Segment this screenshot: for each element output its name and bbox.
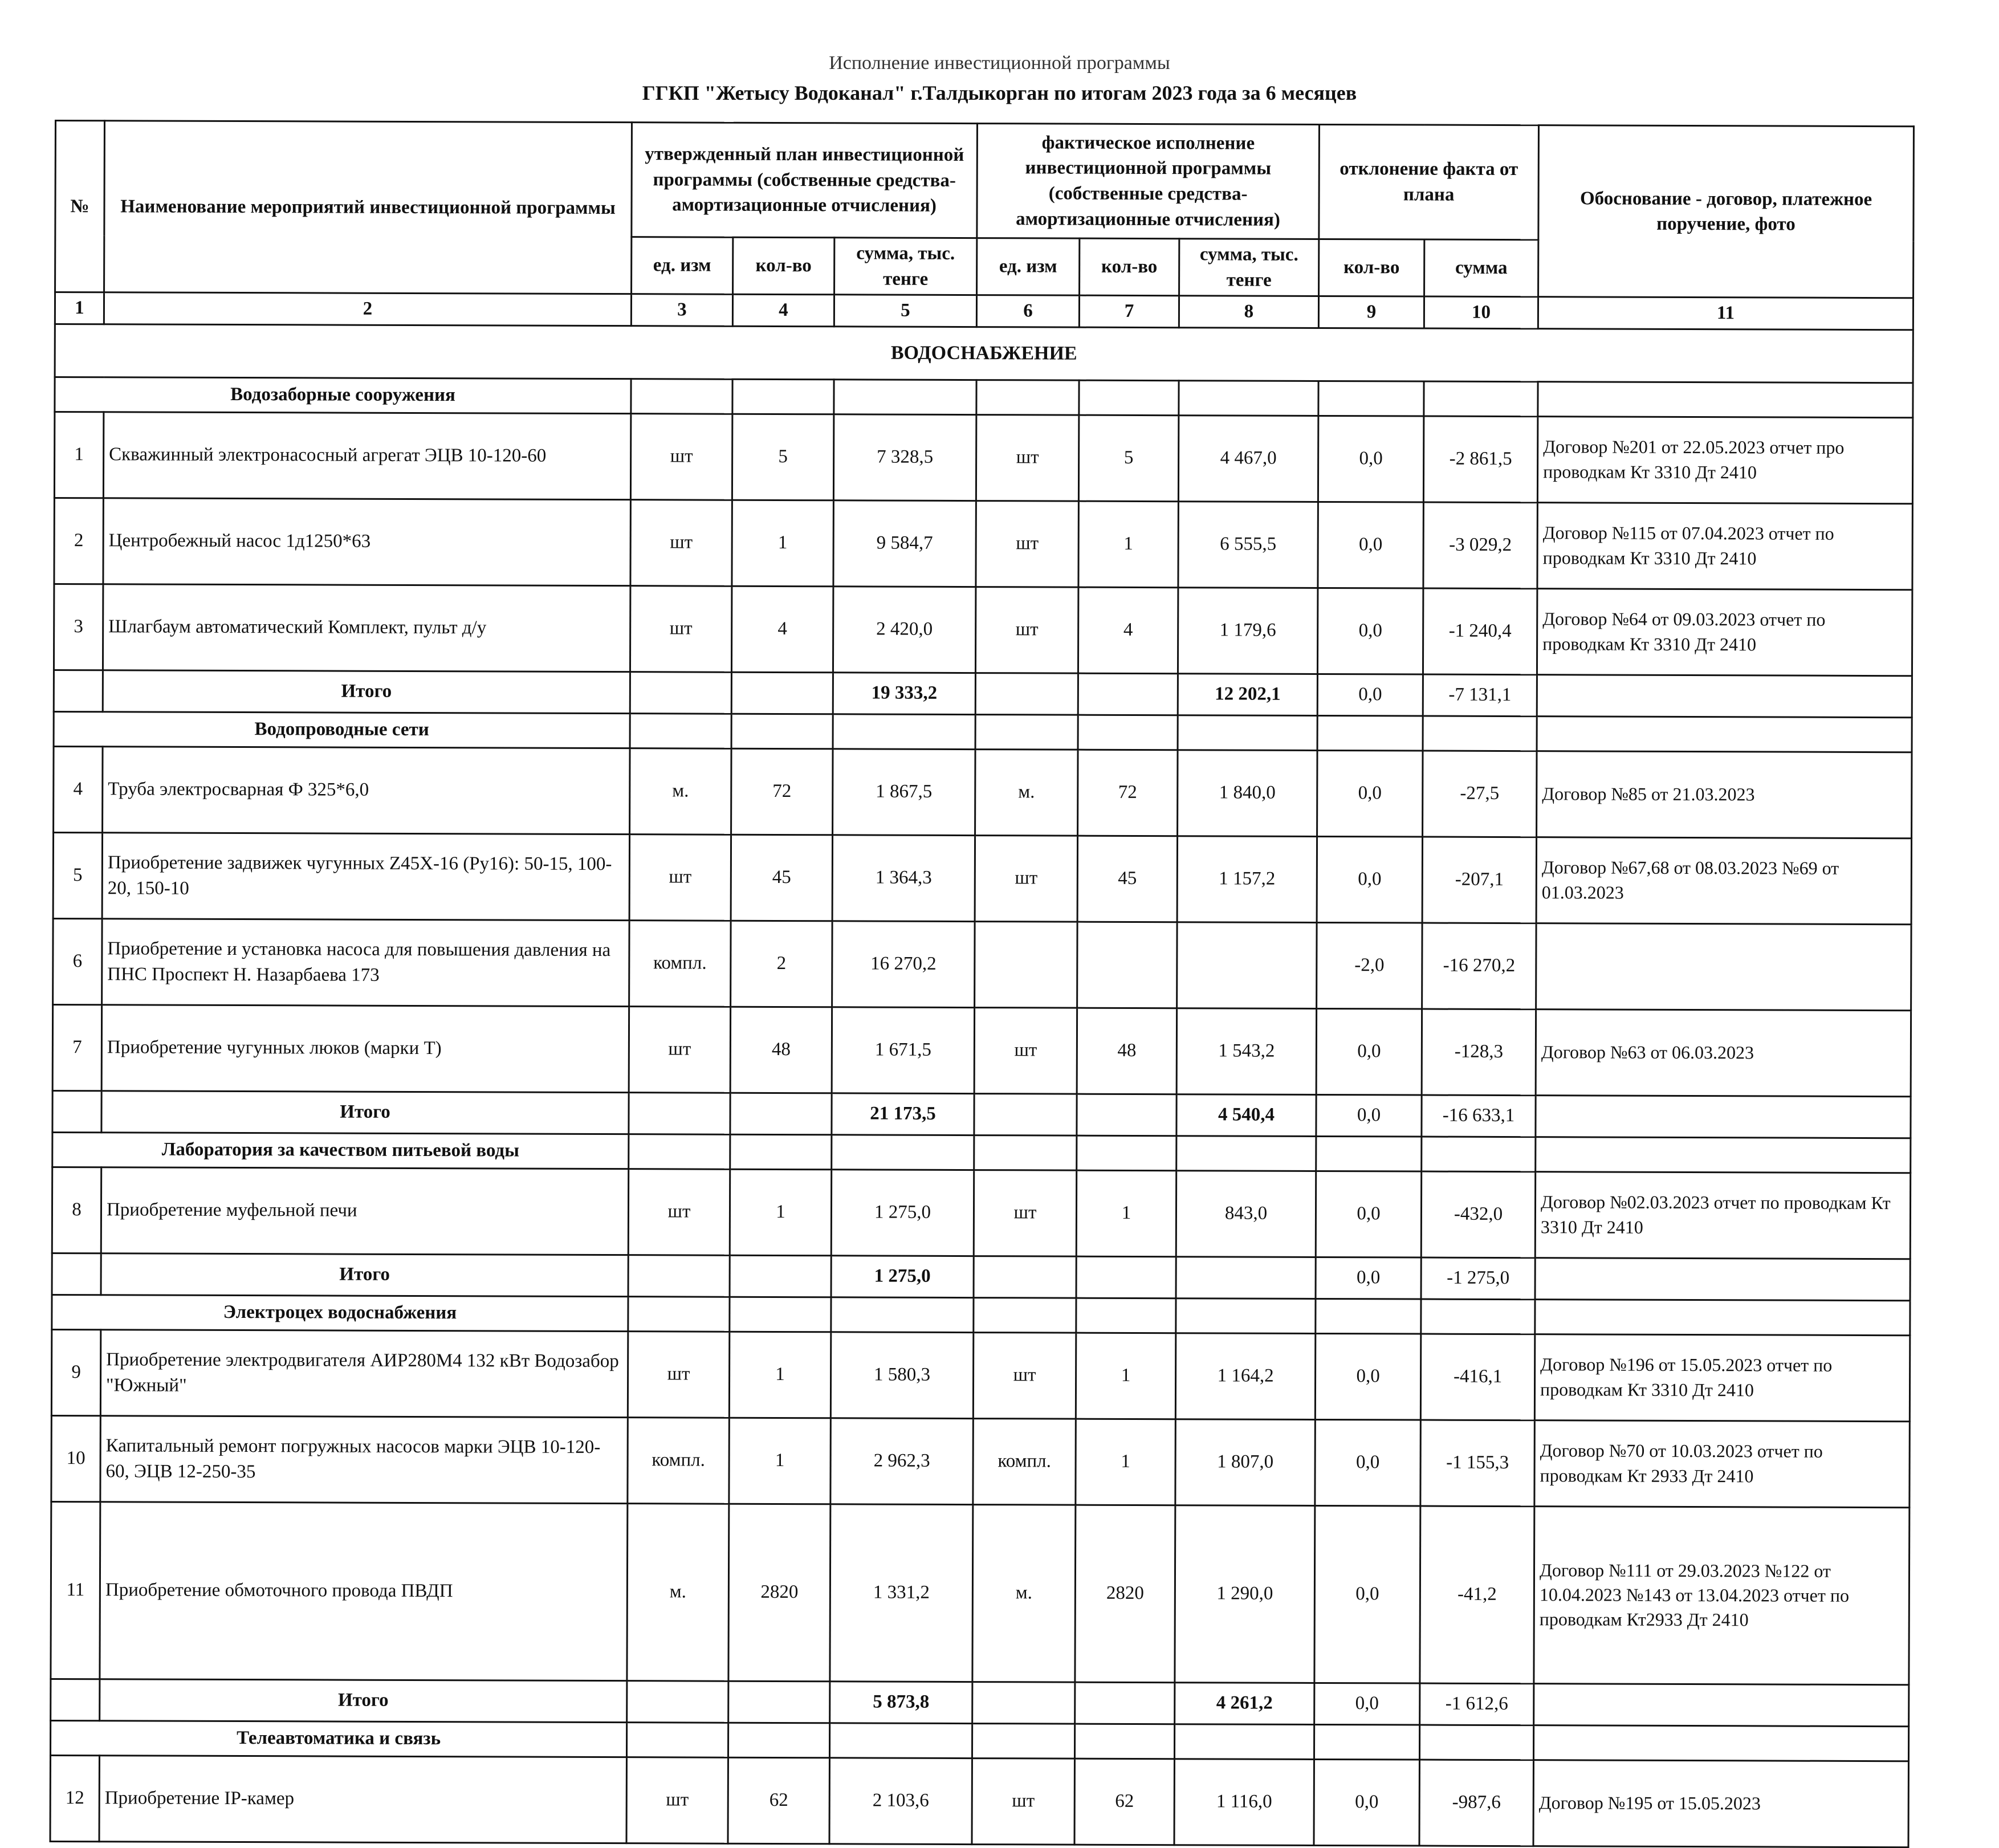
fact-unit: шт [974,1007,1077,1094]
subtotal-row [51,1679,1909,1726]
empty-cell [730,1255,831,1297]
subtotal-plan-sum: 19 333,2 [833,672,975,714]
deviation-sum: -987,6 [1419,1760,1533,1846]
empty-cell [1314,1724,1420,1760]
plan-unit: шт [630,499,732,586]
column-number: 4 [732,294,834,326]
subtotal-deviation-qty: 0,0 [1316,1094,1422,1137]
plan-sum: 1 275,0 [831,1169,974,1256]
plan-qty: 1 [729,1418,830,1504]
row-number: 1 [54,412,103,498]
empty-cell [1176,1135,1316,1171]
fact-sum: 1 157,2 [1177,836,1317,922]
fact-qty: 1 [1076,1333,1175,1419]
empty-cell [974,1256,1076,1298]
fact-qty: 62 [1074,1759,1174,1845]
basis-document: Договор №111 от 29.03.2023 №122 от 10.04.2023 №143 от 13.04.2023 отчет по проводкам Кт2933 Дт 2410 [1534,1506,1910,1684]
empty-cell [975,714,1078,750]
fact-qty: 48 [1077,1008,1176,1094]
empty-cell [834,379,976,414]
section-header-row [52,1295,1910,1335]
empty-cell [1179,380,1318,416]
header-fact-group: фактическое исполнение инвестиционной программы (собственные средства-амортизационные отчисления) [977,124,1320,239]
section-header-row [52,1132,1911,1173]
plan-unit: шт [629,1006,730,1093]
header-plan-qty: кол-во [733,237,834,295]
document-title: Исполнение инвестиционной программы [829,52,1170,74]
deviation-sum: -432,0 [1421,1171,1535,1258]
plan-sum: 2 962,3 [830,1418,973,1504]
section-title: Телеавтоматика и связь [50,1720,626,1757]
column-number-row [55,292,1913,330]
document-subtitle: ГГКП "Жетысу Водоканал" г.Талдыкорган по итогам 2023 года за 6 месяцев [642,82,1357,104]
empty-cell [1422,1137,1536,1172]
subtotal-row [54,670,1912,717]
column-number: 5 [834,295,976,327]
empty-cell [629,1134,730,1169]
deviation-sum: -27,5 [1423,751,1537,837]
fact-unit: шт [975,835,1077,922]
header-deviation-group: отклонение факта от плана [1319,124,1539,239]
item-name: Шлагбаум автоматический Комплект, пульт д/у [103,584,630,671]
plan-qty: 62 [728,1757,829,1844]
plan-unit: шт [629,834,731,921]
empty-cell [1535,1299,1910,1335]
empty-cell [976,380,1079,415]
deviation-qty: 0,0 [1317,588,1423,674]
basis-document: Договор №70 от 10.03.2023 отчет по проводкам Кт 2933 Дт 2410 [1534,1420,1910,1507]
item-name: Приобретение обмоточного провода ПВДП [100,1501,628,1680]
section-title: Электроцех водоснабжения [52,1295,628,1331]
empty-cell [1077,1135,1176,1171]
fact-sum: 1 543,2 [1176,1008,1316,1094]
plan-qty: 4 [731,586,833,673]
subtotal-deviation-sum: -1 612,6 [1420,1683,1534,1725]
fact-sum: 6 555,5 [1178,501,1318,588]
deviation-sum: -3 029,2 [1423,502,1537,589]
deviation-qty: 0,0 [1316,1008,1422,1095]
column-number: 7 [1079,295,1179,327]
empty-cell [54,670,103,711]
table-row [54,584,1912,675]
investment-program-table [50,120,1915,1848]
fact-sum: 843,0 [1176,1170,1316,1257]
row-number: 12 [50,1755,99,1841]
column-number: 1 [55,292,104,324]
basis-document: Договор №85 от 21.03.2023 [1537,751,1912,838]
column-number: 8 [1179,296,1318,328]
empty-cell [728,1723,829,1758]
item-name: Приобретение задвижек чугунных Z45X-16 (Ру16): 50-15, 100-20, 150-10 [102,832,629,920]
deviation-sum: -16 270,2 [1422,923,1536,1010]
row-number: 2 [54,498,103,584]
table-row [51,1415,1910,1507]
item-name: Приобретение электродвигателя АИР280М4 132 кВт Водозабор "Южный" [100,1329,628,1417]
fact-unit: м. [972,1504,1076,1682]
header-fact-sum: сумма, тыс. тенге [1179,239,1319,296]
empty-cell [1076,1298,1176,1333]
item-name: Приобретение чугунных люков (марки Т) [101,1004,629,1092]
empty-cell [1078,715,1178,750]
empty-cell [731,714,833,749]
plan-sum: 1 867,5 [833,748,975,835]
empty-cell [51,1679,100,1720]
subtotal-fact-sum: 4 261,2 [1175,1682,1314,1724]
row-number: 5 [53,832,102,918]
column-number: 6 [976,295,1079,327]
fact-unit: шт [976,414,1078,501]
subtotal-label: Итого [101,1090,629,1134]
fact-qty: 72 [1078,750,1178,836]
table-row [53,918,1912,1010]
fact-unit: шт [972,1758,1074,1845]
header-fact-unit: ед. изм [977,238,1080,296]
fact-unit: шт [974,1170,1076,1256]
column-number: 10 [1424,296,1538,328]
plan-sum: 7 328,5 [833,414,976,500]
item-name: Приобретение и установка насоса для повышения давления на ПНС Проспект Н. Назарбаева 173 [102,918,629,1006]
item-name: Приобретение IP-камер [99,1755,626,1843]
plan-qty: 2 [731,921,832,1007]
section-title: Водопроводные сети [54,711,630,748]
empty-cell [1538,381,1913,417]
deviation-qty: 0,0 [1314,1759,1419,1846]
subtotal-plan-sum: 21 173,5 [832,1093,974,1135]
item-name: Приобретение муфельной печи [101,1167,628,1255]
plan-sum: 1 331,2 [830,1504,973,1682]
empty-cell [1534,1725,1909,1761]
empty-cell [1176,1298,1316,1333]
row-number: 9 [51,1329,100,1415]
table-row [50,1755,1909,1847]
empty-cell [627,1680,728,1723]
header-fact-qty: кол-во [1080,238,1179,296]
deviation-qty: 0,0 [1318,502,1423,588]
empty-cell [1074,1724,1174,1759]
deviation-sum: -2 861,5 [1423,416,1537,503]
fact-qty: 1 [1076,1419,1175,1505]
column-number: 11 [1538,297,1913,330]
fact-sum: 1 164,2 [1175,1333,1315,1419]
empty-cell [1318,381,1424,416]
fact-sum: 1 807,0 [1175,1419,1315,1505]
empty-cell [1535,1257,1910,1300]
subtotal-label: Итого [103,670,630,713]
section-header-row [50,1720,1908,1761]
empty-cell [628,1255,730,1297]
empty-cell [975,673,1078,715]
empty-cell [974,1093,1077,1135]
empty-cell [52,1090,101,1132]
empty-cell [626,1722,728,1757]
empty-cell [1537,674,1912,717]
row-number: 10 [51,1415,100,1501]
empty-cell [1537,716,1912,752]
plan-sum: 9 584,7 [833,500,976,587]
subtotal-deviation-qty: 0,0 [1316,1257,1421,1299]
subtotal-fact-sum: 12 202,1 [1178,673,1317,715]
basis-document: Договор №02.03.2023 отчет по проводкам Кт 3310 Дт 2410 [1535,1171,1910,1259]
fact-unit: шт [973,1332,1076,1419]
subtotal-fact-sum [1176,1256,1316,1299]
empty-cell [1536,1095,1911,1138]
plan-qty: 1 [729,1332,830,1418]
header-plan-group: утвержденный план инвестиционной программы (собственные средства-амортизационные отчисления) [632,123,978,238]
deviation-qty: 0,0 [1318,416,1423,502]
empty-cell [829,1723,972,1758]
plan-qty: 1 [730,1169,831,1256]
fact-unit: шт [975,587,1078,673]
item-name: Капитальный ремонт погружных насосов марки ЭЦВ 10-120-60, ЭЦВ 12-250-35 [100,1415,628,1503]
basis-document: Договор №115 от 07.04.2023 отчет по проводкам Кт 3310 Дт 2410 [1537,502,1912,589]
empty-cell [1420,1725,1534,1760]
plan-qty: 45 [731,835,832,921]
empty-cell [730,1134,832,1170]
fact-unit: м. [975,749,1078,836]
basis-document: Договор №196 от 15.05.2023 отчет по проводкам Кт 3310 Дт 2410 [1534,1334,1910,1421]
empty-cell [730,1093,832,1135]
header-plan-sum: сумма, тыс. тенге [834,238,977,295]
empty-cell [628,1296,730,1332]
basis-document: Договор №64 от 09.03.2023 отчет по проводкам Кт 3310 Дт 2410 [1537,588,1912,675]
header-num: № [55,121,105,292]
empty-cell [1317,715,1423,751]
header-name: Наименование мероприятий инвестиционной программы [104,121,632,294]
table-row [54,498,1913,589]
deviation-qty: -2,0 [1317,922,1422,1009]
empty-cell [1424,381,1538,417]
plan-qty: 2820 [728,1504,830,1682]
empty-cell [1075,1682,1175,1724]
row-number: 7 [52,1004,101,1090]
row-number: 6 [53,918,102,1004]
deviation-sum: -1 240,4 [1423,588,1537,675]
empty-cell [629,1092,730,1134]
deviation-qty: 0,0 [1315,1333,1420,1420]
empty-cell [1421,1299,1535,1334]
deviation-sum: -416,1 [1420,1334,1534,1420]
header-basis: Обоснование - договор, платежное поручение, фото [1538,125,1914,298]
deviation-sum: -128,3 [1422,1009,1536,1096]
subtotal-deviation-sum: -7 131,1 [1423,674,1537,717]
plan-unit: шт [628,1331,729,1418]
header-dev-qty: кол-во [1319,239,1424,296]
deviation-qty: 0,0 [1315,1419,1420,1506]
table-row [54,412,1913,503]
deviation-qty: 0,0 [1317,750,1423,837]
empty-cell [1316,1299,1421,1334]
column-number: 3 [631,294,732,326]
section-header-row [55,377,1913,417]
subtotal-plan-sum: 1 275,0 [831,1255,974,1297]
table-row [53,832,1912,924]
fact-sum: 1 179,6 [1178,587,1317,674]
header-dev-sum: сумма [1424,239,1538,297]
table-row [52,1167,1911,1259]
empty-cell [1178,715,1317,750]
fact-qty: 45 [1077,836,1177,922]
empty-cell [974,1297,1076,1333]
subtotal-row [52,1253,1910,1300]
item-name: Центробежный насос 1д1250*63 [103,498,630,585]
basis-document: Договор №63 от 06.03.2023 [1536,1009,1911,1096]
item-name: Скважинный электронасосный агрегат ЭЦВ 10-120-60 [103,412,630,499]
empty-cell [730,1297,831,1332]
subtotal-label: Итого [101,1253,628,1296]
row-number: 8 [52,1167,101,1253]
fact-qty: 2820 [1075,1505,1175,1683]
empty-cell [974,1135,1077,1170]
plan-sum: 16 270,2 [832,921,975,1007]
subtotal-fact-sum: 4 540,4 [1176,1094,1316,1136]
plan-sum: 1 580,3 [830,1332,973,1418]
deviation-qty: 0,0 [1317,836,1422,923]
table-row [51,1329,1910,1421]
empty-cell [833,714,975,749]
section-title: Лаборатория за качеством питьевой воды [52,1132,629,1169]
basis-document: Договор №195 от 15.05.2023 [1533,1760,1908,1847]
plan-qty: 1 [732,500,833,587]
category-row [55,324,1913,382]
empty-cell [630,713,731,748]
plan-qty: 5 [732,414,833,500]
fact-sum: 1 116,0 [1174,1759,1314,1845]
empty-cell [972,1723,1074,1759]
subtotal-deviation-sum: -1 275,0 [1421,1257,1535,1300]
fact-qty: 1 [1078,501,1178,588]
fact-qty: 1 [1076,1170,1176,1257]
deviation-qty: 0,0 [1314,1505,1420,1683]
deviation-sum: -1 155,3 [1420,1420,1534,1507]
section-header-row [54,711,1912,752]
table-row [54,746,1912,838]
deviation-sum: -207,1 [1422,837,1536,923]
empty-cell [972,1682,1075,1724]
plan-sum: 1 364,3 [832,835,975,921]
row-number: 3 [54,584,103,670]
fact-qty: 5 [1078,415,1178,502]
row-number: 4 [54,746,103,832]
empty-cell [731,672,833,714]
subtotal-deviation-sum: -16 633,1 [1422,1095,1536,1137]
plan-unit: шт [630,413,732,500]
subtotal-row [52,1090,1911,1138]
fact-qty [1077,922,1177,1008]
empty-cell [832,1134,974,1170]
plan-sum: 2 103,6 [829,1757,972,1844]
column-number: 9 [1318,296,1424,328]
item-name: Труба электросварная Ф 325*6,0 [103,746,630,834]
fact-unit [975,921,1077,1008]
fact-sum: 1 840,0 [1178,750,1317,836]
plan-sum: 2 420,0 [833,586,975,673]
plan-unit: шт [630,585,731,672]
section-title: Водозаборные сооружения [55,377,631,413]
fact-sum [1177,922,1317,1008]
empty-cell [728,1681,830,1723]
empty-cell [1077,1094,1176,1136]
empty-cell [52,1253,101,1295]
subtotal-deviation-qty: 0,0 [1317,674,1423,716]
plan-unit: м. [627,1503,729,1681]
plan-sum: 1 671,5 [832,1007,974,1093]
category-title: ВОДОСНАБЖЕНИЕ [55,324,1913,382]
table-row [52,1004,1911,1096]
empty-cell [831,1297,974,1332]
header-row-1 [55,121,1914,241]
fact-sum: 1 290,0 [1175,1505,1315,1683]
fact-sum: 4 467,0 [1178,415,1318,502]
empty-cell [630,671,731,714]
plan-qty: 72 [731,748,833,835]
empty-cell [631,378,732,414]
plan-unit: компл. [628,1417,729,1504]
table-row [51,1501,1910,1684]
basis-document: Договор №67,68 от 08.03.2023 №69 от 01.03.2023 [1536,837,1911,924]
subtotal-deviation-qty: 0,0 [1314,1683,1420,1725]
empty-cell [1079,380,1179,416]
plan-unit: м. [630,748,731,835]
empty-cell [1174,1724,1314,1759]
fact-unit: шт [976,500,1078,587]
basis-document: Договор №201 от 22.05.2023 отчет про проводкам Кт 3310 Дт 2410 [1537,416,1912,503]
subtotal-label: Итого [100,1679,627,1722]
empty-cell [1078,673,1178,715]
subtotal-plan-sum: 5 873,8 [830,1681,972,1723]
header-plan-unit: ед. изм [632,237,733,295]
row-number: 11 [51,1501,100,1679]
empty-cell [1423,716,1537,751]
plan-unit: компл. [629,920,731,1007]
fact-qty: 4 [1078,587,1178,674]
empty-cell [1316,1136,1422,1171]
empty-cell [732,379,834,414]
plan-unit: шт [628,1169,730,1255]
empty-cell [1076,1256,1176,1299]
fact-unit: компл. [973,1418,1076,1505]
basis-document [1536,923,1911,1010]
column-number: 2 [104,292,631,325]
empty-cell [1536,1137,1911,1173]
empty-cell [1534,1683,1909,1726]
plan-qty: 48 [730,1007,832,1093]
deviation-sum: -41,2 [1420,1506,1534,1684]
plan-unit: шт [626,1757,728,1843]
deviation-qty: 0,0 [1316,1171,1421,1257]
